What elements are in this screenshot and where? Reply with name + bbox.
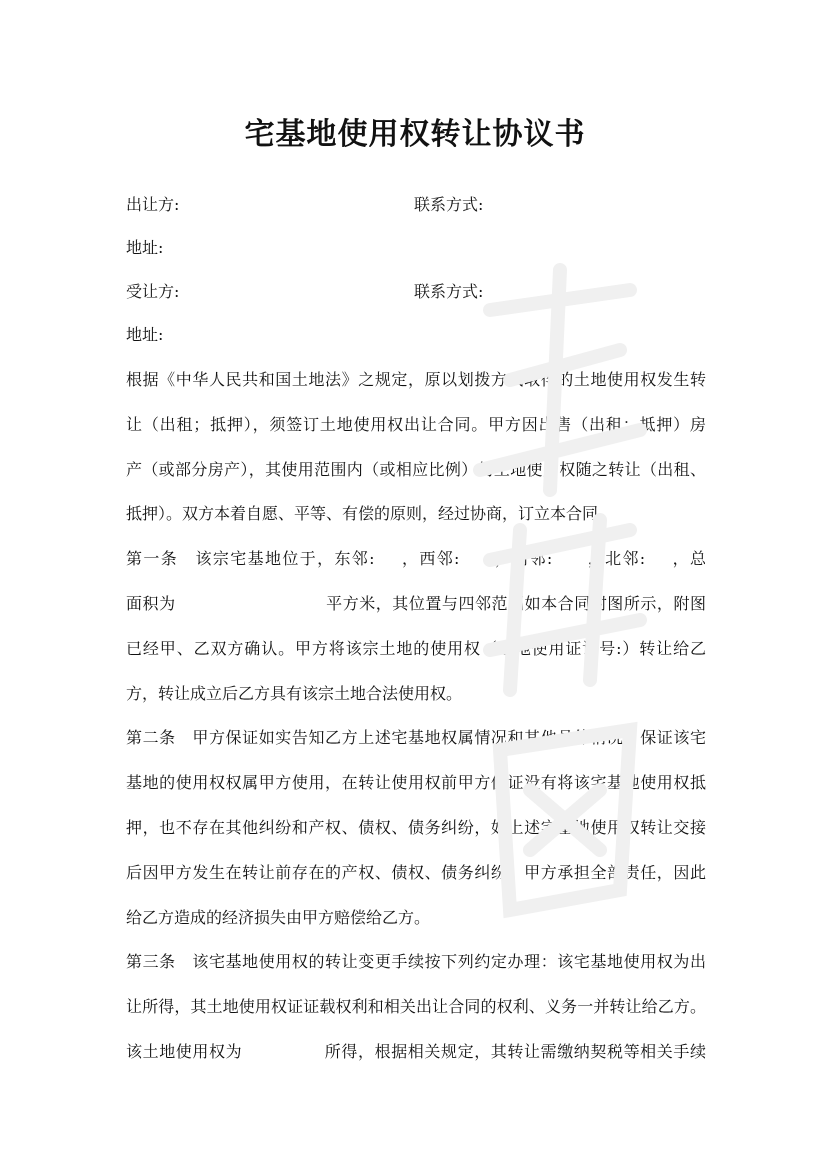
- intro-paragraph: [126, 358, 706, 1075]
- paragraph-line: 抵押）。双方本着自愿、平等、有偿的原则，经过协商，订立本合同。: [126, 504, 615, 524]
- paragraph-line: 押，也不存在其他纠纷和产权、债权、债务纠纷，如上述宅基地使用权转让交接: [126, 817, 706, 837]
- transferor-row: [126, 190, 726, 220]
- article-1-text: 平方米，其位置与四邻范围如本合同附图所示，附图: [325, 593, 706, 613]
- transferee-address-label: 地址:: [126, 325, 164, 344]
- paragraph-line: 第二条 甲方保证如实告知乙方上述宅基地权属情况和其他具体情况，保证该宅: [126, 728, 706, 748]
- paragraph-line: 让（出租；抵押），须签订土地使用权出让合同。甲方因出售（出租；抵押）房: [126, 414, 706, 434]
- paragraph-line: 让所得，其土地使用权证证载权利和相关出让合同的权利、义务一并转让给乙方。: [126, 997, 706, 1017]
- article-3: [126, 940, 706, 1074]
- transferee-address-row: [126, 320, 726, 350]
- article-1-text: ，西邻:: [400, 549, 460, 569]
- article-1-text: ，总: [671, 549, 706, 569]
- paragraph-line: 根据《中华人民共和国土地法》之规定，原以划拨方式取得的土地使用权发生转: [126, 370, 706, 389]
- article-3-text: 该土地使用权为: [126, 1041, 243, 1061]
- paragraph-line: 已经甲、乙双方确认。甲方将该宗土地的使用权（土地使用证证号:）转让给乙: [126, 638, 706, 658]
- article-1-text: ，南邻:: [493, 549, 553, 569]
- article-3-text: 所得，根据相关规定，其转让需缴纳契税等相关手续: [324, 1041, 706, 1061]
- paragraph-line: [126, 582, 706, 627]
- article-2: [126, 716, 706, 940]
- transferee-contact-label: 联系方式:: [414, 282, 484, 301]
- transferee-row: [126, 277, 726, 307]
- paragraph-line: [126, 537, 706, 582]
- paragraph-line: 基地的使用权权属甲方使用，在转让使用权前甲方保证没有将该宅基地使用权抵: [126, 773, 706, 793]
- article-1-text: ，北邻:: [586, 549, 646, 569]
- transferee-label: 受让方:: [126, 282, 180, 301]
- paragraph-line: [126, 1030, 706, 1075]
- paragraph-line: 方，转让成立后乙方具有该宗土地合法使用权。: [126, 683, 463, 703]
- paragraph-line: 后因甲方发生在转让前存在的产权、债权、债务纠纷，甲方承担全部责任，因此: [126, 862, 706, 882]
- paragraph-line: 给乙方造成的经济损失由甲方赔偿给乙方。: [126, 907, 431, 927]
- transferor-label: 出让方:: [126, 195, 180, 214]
- document-title: 宅基地使用权转让协议书: [244, 117, 586, 152]
- transferor-address-label: 地址:: [126, 238, 164, 257]
- article-1: [126, 537, 706, 716]
- article-1-text: 面积为: [126, 593, 176, 613]
- paragraph-line: 产（或部分房产），其使用范围内（或相应比例）的土地使用权随之转让（出租、: [126, 459, 706, 479]
- paragraph-line: 第三条 该宅基地使用权的转让变更手续按下列约定办理：该宅基地使用权为出: [126, 952, 706, 972]
- transferor-contact-label: 联系方式:: [414, 195, 484, 214]
- transferor-address-row: [126, 233, 726, 263]
- article-1-text: 第一条 该宗宅基地位于，东邻:: [126, 549, 375, 569]
